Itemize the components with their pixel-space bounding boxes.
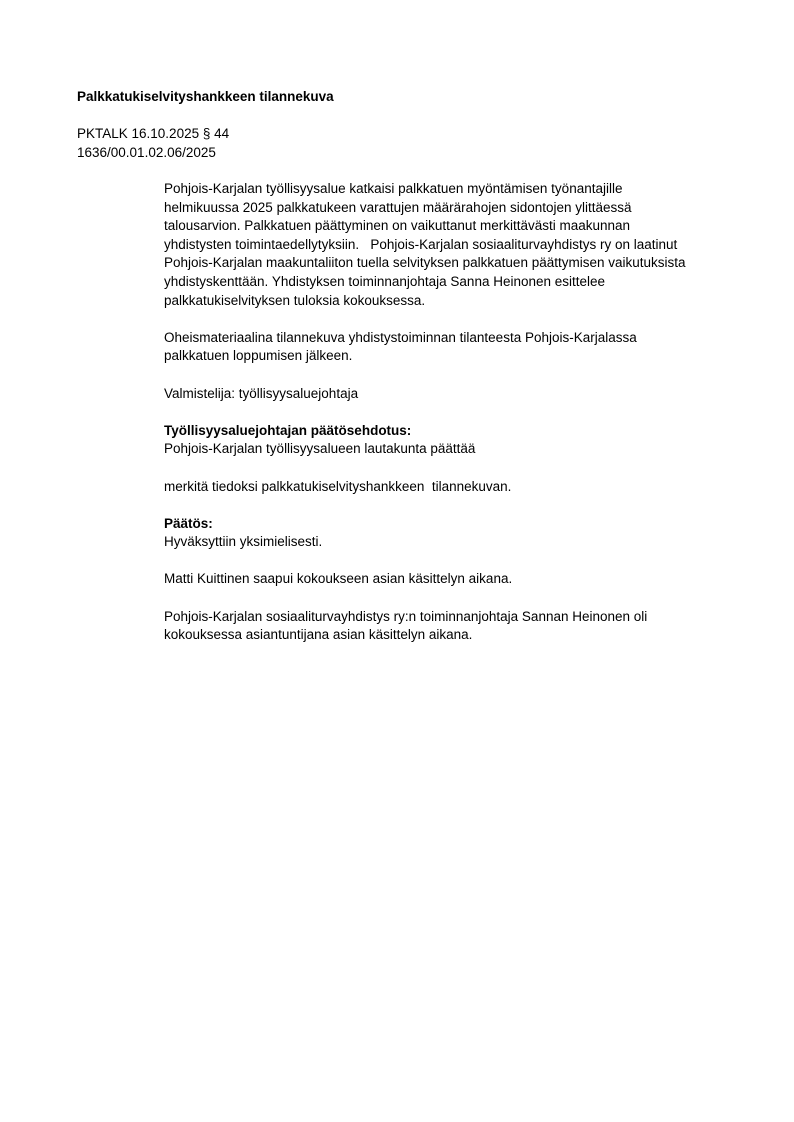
spacer: [164, 366, 744, 385]
preparer: Valmistelija: työllisyysaluejohtaja: [164, 385, 359, 401]
spacer: [164, 552, 744, 571]
expert-note-line: kokouksessa asiantuntijana asian käsittelyn aikana.: [164, 627, 473, 643]
attachment-paragraph: [164, 329, 744, 366]
expert-note-line: Pohjois-Karjalan sosiaaliturvayhdistys ry:n toiminnanjohtaja Sannan Heinonen oli: [164, 608, 648, 624]
intro-line: palkkatukiselvityksen tuloksia kokouksessa.: [164, 292, 426, 308]
intro-line: yhdistyskenttään. Yhdistyksen toiminnanjohtaja Sanna Heinonen esittelee: [164, 273, 606, 289]
spacer: [164, 496, 744, 515]
intro-paragraph: [164, 180, 744, 310]
spacer: [164, 589, 744, 608]
intro-line: Pohjois-Karjalan työllisyysalue katkaisi palkkatuen myöntämisen työnantajille: [164, 181, 623, 196]
spacer: [164, 459, 744, 478]
record-number: 1636/00.01.02.06/2025: [77, 145, 216, 160]
intro-line: Pohjois-Karjalan maakuntaliiton tuella selvityksen palkkatuen päättymisen vaikutuksista: [164, 255, 686, 271]
document-title: Palkkatukiselvityshankkeen tilannekuva: [77, 89, 334, 104]
proposal-action: merkitä tiedoksi palkkatukiselvityshankkeen tilannekuvan.: [164, 478, 512, 494]
document-meta: [77, 124, 229, 162]
decision-heading: Päätös:: [164, 515, 213, 531]
intro-line: talousarvion. Palkkatuen päättyminen on vaikuttanut merkittävästi maakunnan: [164, 218, 631, 234]
spacer: [164, 310, 744, 329]
decision-text: Hyväksyttiin yksimielisesti.: [164, 534, 323, 550]
meeting-reference: PKTALK 16.10.2025 § 44: [77, 126, 230, 141]
document-body: [164, 180, 744, 645]
proposal-heading: Työllisyysaluejohtajan päätösehdotus:: [164, 422, 412, 438]
proposal-line: Pohjois-Karjalan työllisyysalueen lautakunta päättää: [164, 441, 476, 457]
intro-line: yhdistysten toimintaedellytyksiin. Pohjois-Karjalan sosiaaliturvayhdistys ry on laatinut: [164, 236, 678, 252]
expert-note: [164, 608, 744, 645]
attachment-line: Oheismateriaalina tilannekuva yhdistystoiminnan tilanteesta Pohjois-Karjalassa: [164, 329, 637, 345]
intro-line: helmikuussa 2025 palkkatukeen varattujen määrärahojen sidontojen ylittäessä: [164, 199, 632, 215]
arrival-note: Matti Kuittinen saapui kokoukseen asian käsittelyn aikana.: [164, 571, 513, 587]
attachment-line: palkkatuen loppumisen jälkeen.: [164, 348, 353, 364]
spacer: [164, 403, 744, 422]
